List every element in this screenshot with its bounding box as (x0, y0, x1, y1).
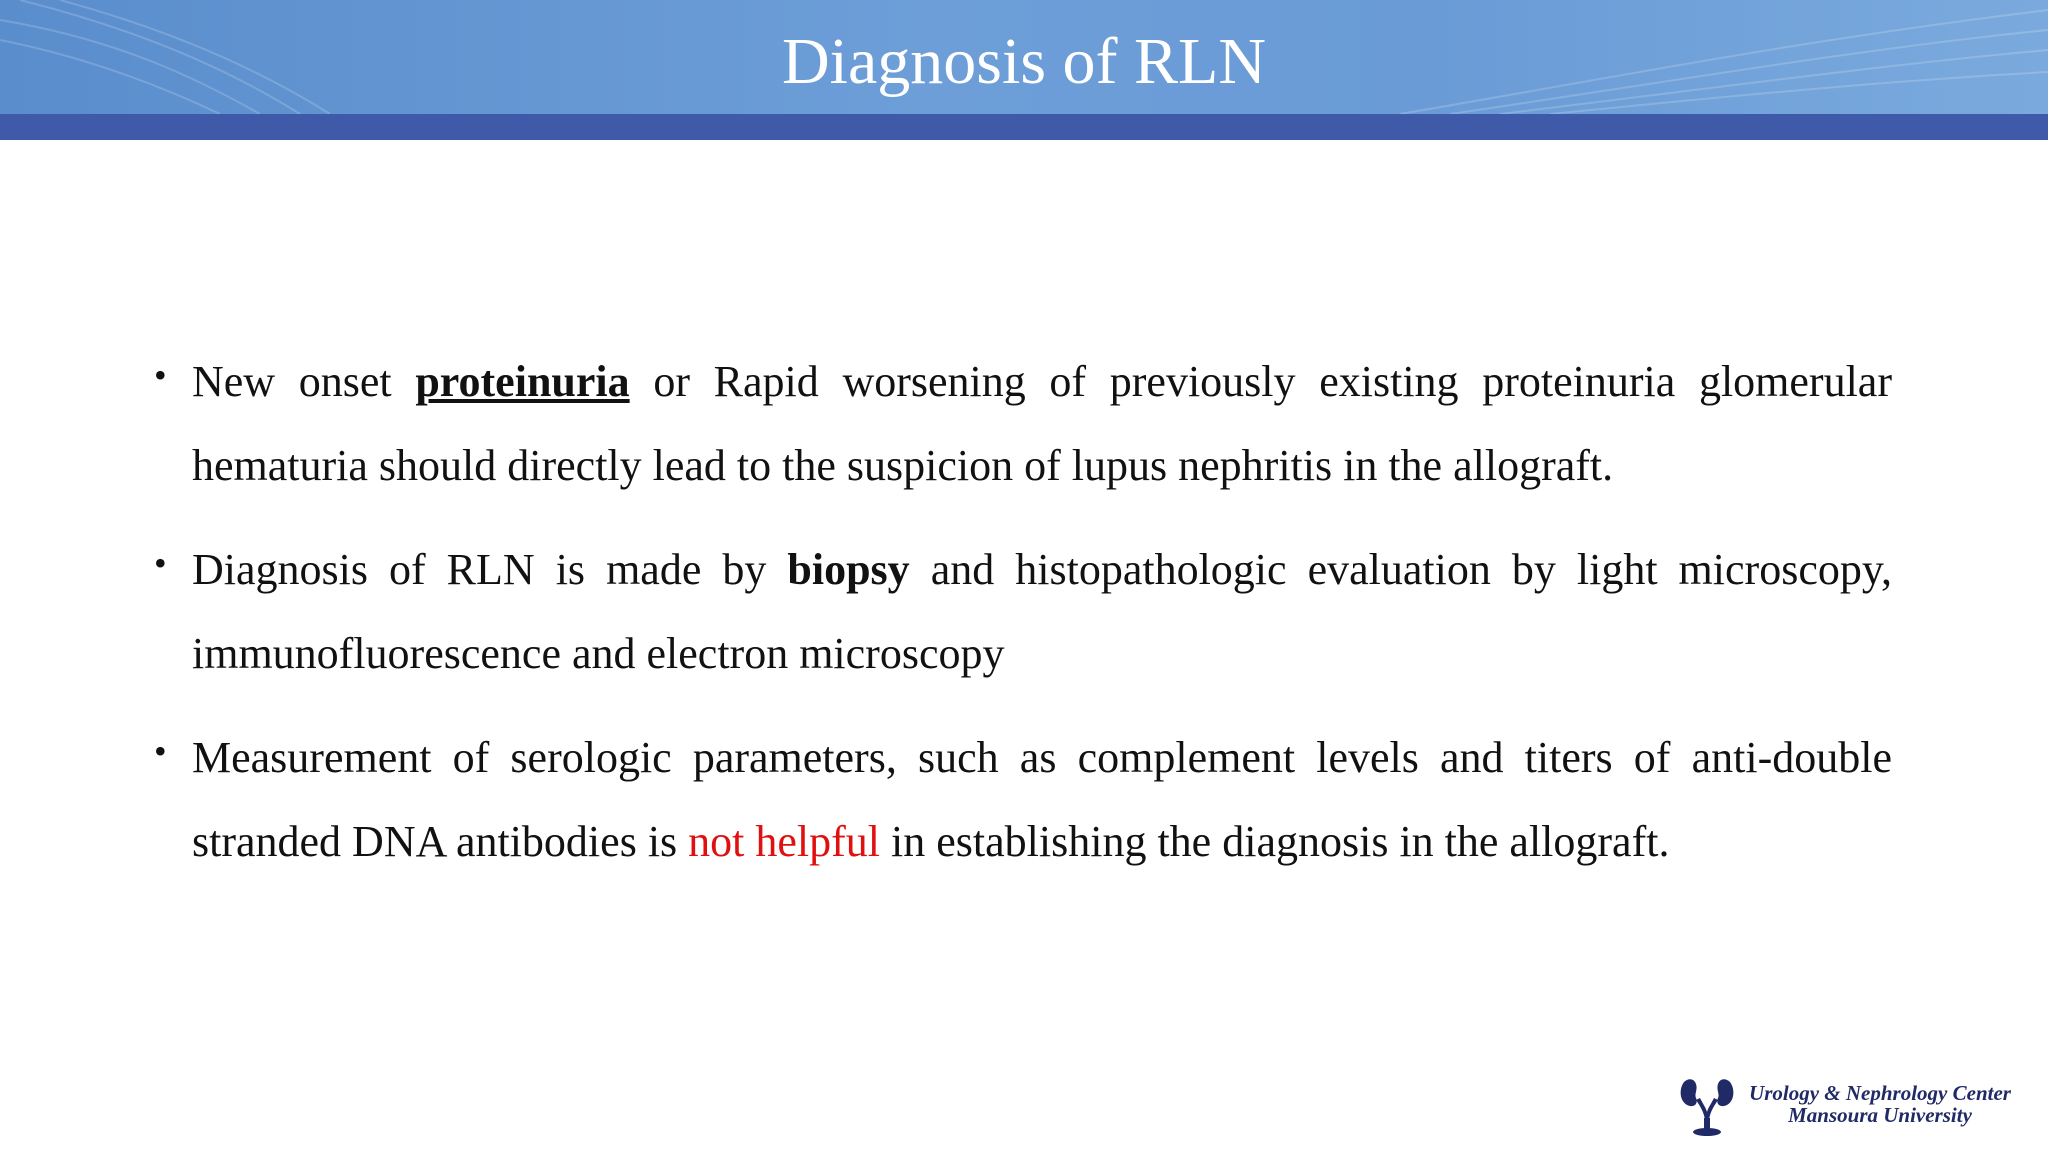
center-logo (1676, 1072, 2016, 1136)
bullet-text: Measurement of serologic parameters, such as complement levels and titers of anti-double stranded DNA antibodies is (192, 733, 1892, 866)
bullet-text: or Rapid worsening of previously existing proteinuria glomerular hematuria should directly lead to the suspicion of lupus nephritis in the allograft. (192, 357, 1892, 490)
logo-text (1744, 1082, 2016, 1126)
bullet-item (148, 528, 1892, 696)
bullet-text: in establishing the diagnosis in the allograft. (880, 817, 1670, 866)
bullet-emphasis: biopsy (787, 545, 910, 594)
bullet-icon: • (154, 355, 167, 395)
kidney-logo-icon (1678, 1076, 1736, 1138)
logo-line-1: Urology & Nephrology Center (1749, 1081, 2011, 1105)
bullet-emphasis: proteinuria (415, 357, 630, 406)
bullet-text: New onset (192, 357, 416, 406)
page-title: Diagnosis of RLN (782, 25, 1266, 98)
bullet-text: and histopathologic evaluation by light microscopy, immunofluorescence and electron microscopy (192, 545, 1892, 678)
bullet-item (148, 716, 1892, 884)
header-band (0, 114, 2048, 140)
slide-body (148, 340, 1892, 904)
bullet-emphasis: not helpful (688, 817, 881, 866)
slide-header (0, 0, 2048, 114)
bullet-item (148, 340, 1892, 508)
bullet-icon: • (154, 543, 167, 583)
bullet-icon: • (154, 731, 167, 771)
logo-line-2: Mansoura University (1788, 1103, 1972, 1127)
bullet-text: Diagnosis of RLN is made by (192, 545, 788, 594)
